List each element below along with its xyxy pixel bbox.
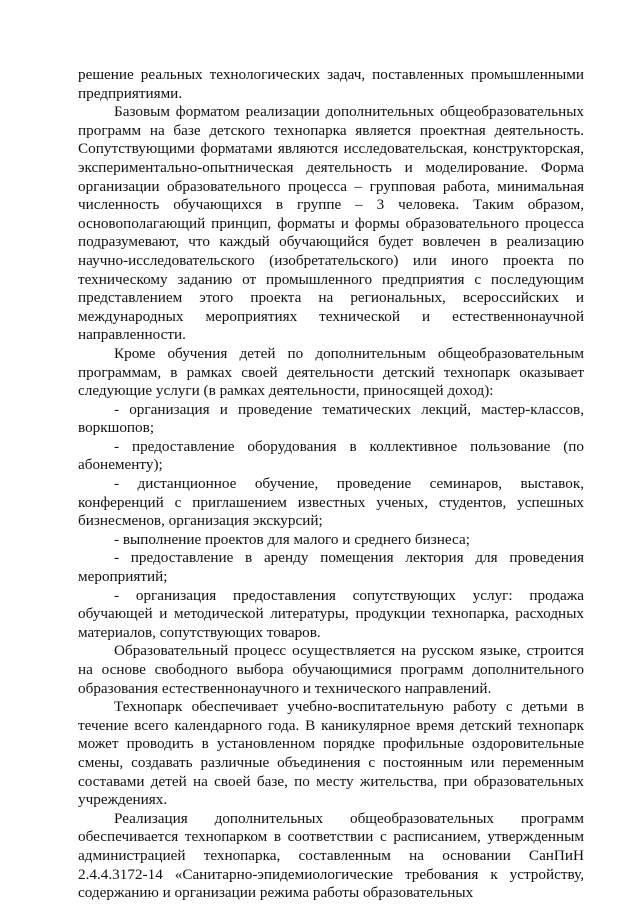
paragraph-schedule: Реализация дополнительных общеобразовательных программ обеспечивается технопарком в соответствии с расписанием, утвержденным администрацией технопарка, составленным на основании СанПиН 2.4.4.3172-14 «Санитарно-эпидемиологические требования к устройству, содержанию и организации режима работы образовательных [78,809,584,902]
paragraph-project-format: Базовым форматом реализации дополнительных общеобразовательных программ на базе детского технопарка является проектная деятельность. Сопутствующими форматами являются исследовательская, конструкторская, экспериментально-опытническая деятельность и моделирование. Форма организации образовательного процесса – групповая работа, минимальная численность обучающихся в группе – 3 человека. Таким образом, основополагающий принцип, форматы и формы образовательного процесса подразумевают, что каждый обучающийся будет вовлечен в реализацию научно-исследовательского (изобретательского) или иного проекта по техническому заданию от промышленного предприятия с последующим представлением этого проекта на региональных, всероссийских и международных мероприятиях технической и естественнонаучной направленности. [78,103,584,344]
paragraph-language: Образовательный процесс осуществляется на русском языке, строится на основе свободного выбора обучающимися программ дополнительного образования естественнонаучного и технического направлений. [78,642,584,697]
document-body [78,66,584,903]
list-item-distance-learning: - дистанционное обучение, проведение семинаров, выставок, конференций с приглашением известных ученых, студентов, успешных бизнесменов, организация экскурсий; [78,475,584,530]
list-item-related-services: - организация предоставления сопутствующих услуг: продажа обучающей и методической литературы, продукции технопарка, расходных материалов, сопутствующих товаров. [78,586,584,641]
list-item-lectures: - организация и проведение тематических лекций, мастер-классов, воркшопов; [78,400,584,437]
paragraph-year-round: Технопарк обеспечивает учебно-воспитательную работу с детьми в течение всего календарного года. В каникулярное время детский технопарк может проводить в установленном порядке профильные оздоровительные смены, создавать различные объединения с постоянным или переменным составами детей на своей базе, по месту жительства, при образовательных учреждениях. [78,698,584,809]
list-item-lecture-hall: - предоставление в аренду помещения лектория для проведения мероприятий; [78,549,584,586]
list-item-business-projects: - выполнение проектов для малого и среднего бизнеса; [114,530,470,548]
paragraph-services-intro: Кроме обучения детей по дополнительным общеобразовательным программам, в рамках своей деятельности детский технопарк оказывает следующие услуги (в рамках деятельности, приносящей доход): [78,344,584,400]
list-item-equipment: - предоставление оборудования в коллективное пользование (по абонементу); [78,437,584,474]
paragraph-continuation: решение реальных технологических задач, поставленных промышленными предприятиями. [78,66,584,102]
